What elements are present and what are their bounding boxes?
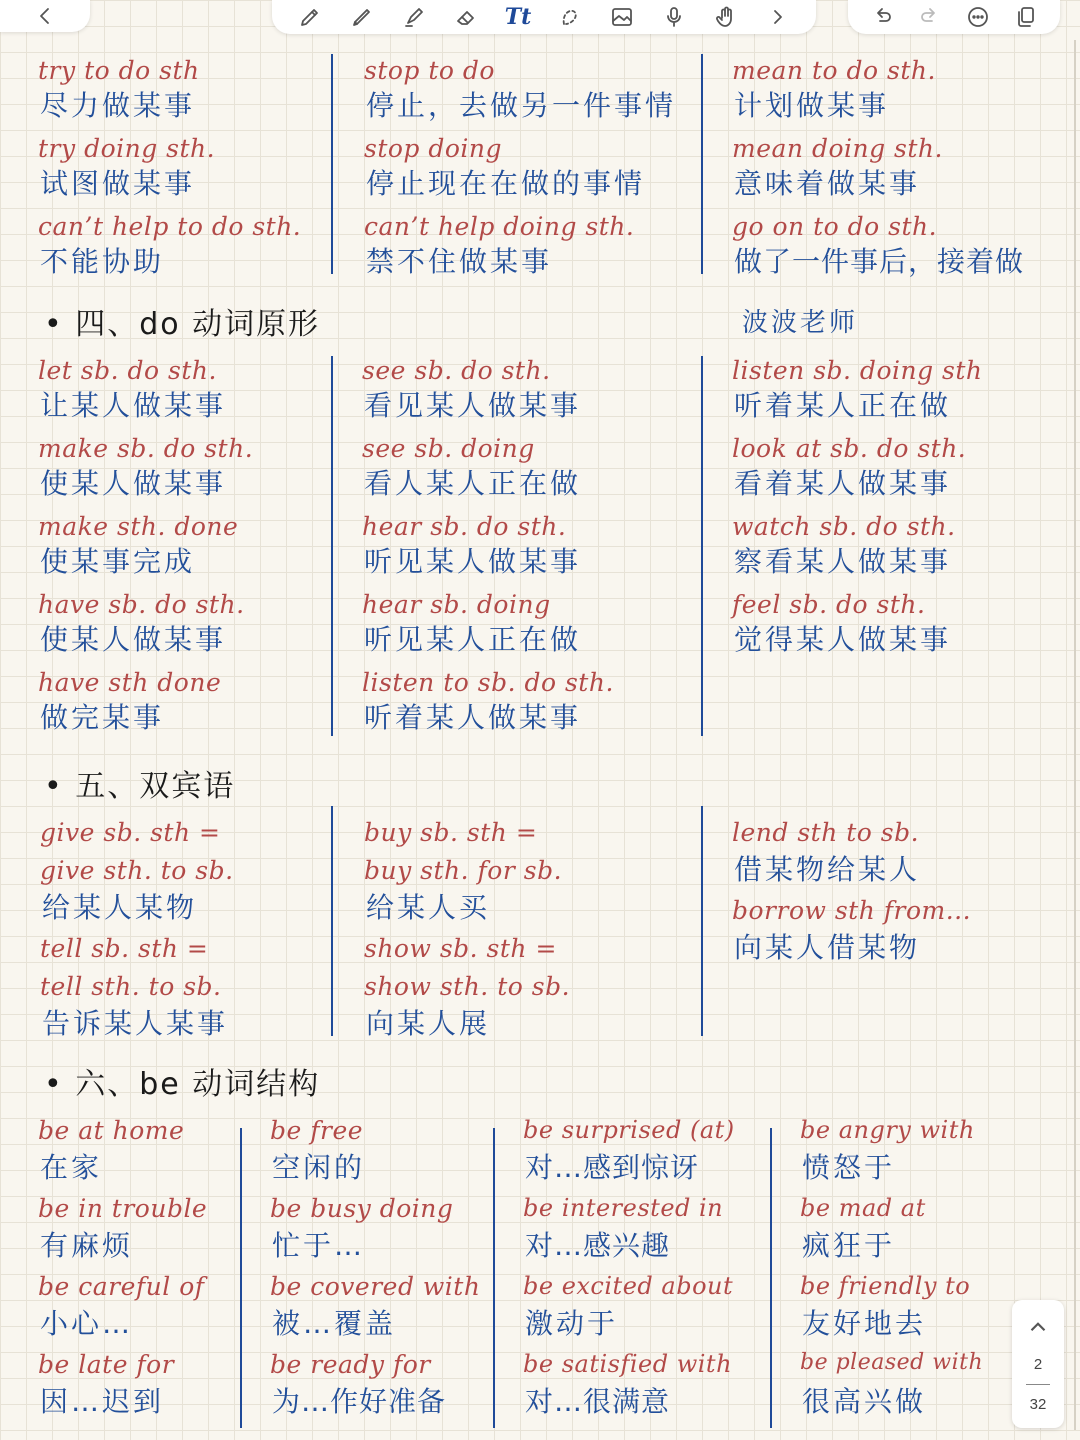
- meaning: 停止现在在做的事情: [366, 167, 646, 200]
- phrase: see sb. doing: [362, 434, 535, 463]
- phrase: be covered with: [270, 1272, 481, 1301]
- pencil-icon[interactable]: [348, 3, 376, 31]
- section-heading: • 六、be 动词结构: [44, 1067, 321, 1102]
- meaning: 让某人做某事: [40, 389, 227, 422]
- meaning: 做了一件事后，接着做: [734, 245, 1025, 278]
- phrase: stop doing: [364, 134, 503, 163]
- column-divider: [331, 356, 333, 736]
- phrase: have sth done: [38, 668, 222, 697]
- hand-icon[interactable]: [712, 3, 740, 31]
- meaning: 看人某人正在做: [364, 467, 582, 500]
- phrase: mean doing sth.: [732, 134, 943, 163]
- phrase: try doing sth.: [38, 134, 216, 163]
- column-divider: [493, 1128, 495, 1428]
- meaning: 忙于…: [272, 1229, 366, 1262]
- document-actions: [848, 0, 1060, 34]
- column-divider: [701, 356, 703, 736]
- phrase: be in trouble: [38, 1194, 208, 1223]
- meaning: 因…迟到: [40, 1385, 165, 1418]
- back-button[interactable]: [0, 0, 90, 32]
- meaning: 看着某人做某事: [734, 467, 952, 500]
- meaning: 愤怒于: [802, 1151, 896, 1184]
- phrase: can’t help doing sth.: [364, 212, 635, 241]
- phrase: buy sth. for sb.: [364, 856, 563, 885]
- phrase: show sb. sth =: [364, 934, 557, 963]
- phrase: be careful of: [38, 1272, 205, 1301]
- phrase: be free: [270, 1116, 364, 1145]
- page-navigator: [1012, 1300, 1064, 1428]
- phrase: mean to do sth.: [732, 56, 936, 85]
- meaning: 使某事完成: [40, 545, 196, 578]
- meaning: 被…覆盖: [272, 1307, 397, 1340]
- meaning: 给某人买: [366, 891, 491, 924]
- phrase: try to do sth: [38, 56, 200, 85]
- meaning: 禁不住做某事: [366, 245, 553, 278]
- meaning: 小心…: [40, 1307, 134, 1340]
- text-tool-icon[interactable]: Tt: [504, 4, 532, 30]
- phrase: be mad at: [800, 1194, 926, 1222]
- meaning: 给某人某物: [42, 891, 198, 924]
- meaning: 停止，去做另一件事情: [366, 89, 677, 122]
- meaning: 友好地去: [802, 1307, 927, 1340]
- microphone-icon[interactable]: [660, 3, 688, 31]
- meaning: 听见某人做某事: [364, 545, 582, 578]
- phrase: make sth. done: [38, 512, 239, 541]
- current-page: 2: [1033, 1356, 1043, 1373]
- meaning: 使某人做某事: [40, 467, 227, 500]
- phrase: be excited about: [523, 1272, 734, 1300]
- phrase: be friendly to: [800, 1272, 971, 1300]
- back-arrow-icon: [31, 2, 59, 30]
- phrase: be interested in: [523, 1194, 724, 1222]
- phrase: give sb. sth =: [40, 818, 221, 847]
- meaning: 听见某人正在做: [364, 623, 582, 656]
- phrase: tell sb. sth =: [40, 934, 209, 963]
- phrase: hear sb. do sth.: [362, 512, 567, 541]
- column-divider: [331, 54, 333, 274]
- redo-icon[interactable]: [916, 3, 944, 31]
- total-pages: 32: [1029, 1396, 1047, 1413]
- phrase: see sb. do sth.: [362, 356, 551, 385]
- phrase: borrow sth from...: [732, 896, 972, 925]
- phrase: hear sb. doing: [362, 590, 551, 619]
- meaning: 有麻烦: [40, 1229, 134, 1262]
- lasso-icon[interactable]: [556, 3, 584, 31]
- pages-icon[interactable]: [1012, 3, 1040, 31]
- highlighter-icon[interactable]: [400, 3, 428, 31]
- meaning: 对…感到惊讶: [525, 1151, 700, 1184]
- phrase: be ready for: [270, 1350, 431, 1379]
- meaning: 看见某人做某事: [364, 389, 582, 422]
- section-heading: • 四、do 动词原形: [44, 307, 321, 342]
- column-divider: [770, 1128, 772, 1428]
- phrase: make sb. do sth.: [38, 434, 254, 463]
- meaning: 对…感兴趣: [525, 1229, 671, 1262]
- phrase: lend sth to sb.: [732, 818, 920, 847]
- chevron-up-icon[interactable]: [1025, 1314, 1051, 1340]
- meaning: 很高兴做: [802, 1385, 927, 1418]
- phrase: be angry with: [800, 1116, 975, 1144]
- phrase: give sth. to sb.: [40, 856, 234, 885]
- meaning: 激动于: [525, 1307, 619, 1340]
- phrase: tell sth. to sb.: [40, 972, 222, 1001]
- phrase: have sb. do sth.: [38, 590, 245, 619]
- meaning: 计划做某事: [734, 89, 890, 122]
- meaning: 做完某事: [40, 701, 165, 734]
- phrase: feel sb. do sth.: [732, 590, 926, 619]
- phrase: be pleased with: [800, 1350, 984, 1375]
- more-icon[interactable]: [964, 3, 992, 31]
- meaning: 空闲的: [272, 1151, 366, 1184]
- meaning: 试图做某事: [40, 167, 196, 200]
- phrase: show sth. to sb.: [364, 972, 571, 1001]
- eraser-icon[interactable]: [452, 3, 480, 31]
- meaning: 向某人展: [366, 1007, 491, 1040]
- phrase: can’t help to do sth.: [38, 212, 302, 241]
- phrase: listen sb. doing sth: [732, 356, 983, 385]
- phrase: go on to do sth.: [732, 212, 938, 241]
- phrase: look at sb. do sth.: [732, 434, 967, 463]
- meaning: 借某物给某人: [734, 853, 921, 886]
- phrase: be busy doing: [270, 1194, 454, 1223]
- meaning: 听着某人做某事: [364, 701, 582, 734]
- phrase: buy sb. sth =: [364, 818, 538, 847]
- meaning: 为…作好准备: [272, 1385, 447, 1418]
- scrollbar-track[interactable]: [1074, 40, 1076, 1430]
- column-divider: [701, 806, 703, 1036]
- meaning: 不能协助: [40, 245, 165, 278]
- meaning: 察看某人做某事: [734, 545, 952, 578]
- pen-icon[interactable]: [296, 3, 324, 31]
- chevron-right-icon[interactable]: [764, 3, 792, 31]
- phrase: be at home: [38, 1116, 185, 1145]
- author-credit: 波波老师: [742, 308, 859, 338]
- meaning: 疯狂于: [802, 1229, 896, 1262]
- page-divider: [1026, 1384, 1050, 1385]
- phrase: stop to do: [364, 56, 495, 85]
- phrase: let sb. do sth.: [38, 356, 217, 385]
- meaning: 告诉某人某事: [42, 1007, 229, 1040]
- phrase: be satisfied with: [523, 1350, 733, 1378]
- phrase: be late for: [38, 1350, 175, 1379]
- phrase: listen to sb. do sth.: [362, 668, 614, 697]
- undo-icon[interactable]: [868, 3, 896, 31]
- column-divider: [701, 54, 703, 274]
- column-divider: [331, 806, 333, 1036]
- meaning: 使某人做某事: [40, 623, 227, 656]
- meaning: 向某人借某物: [734, 931, 921, 964]
- meaning: 对…很满意: [525, 1385, 671, 1418]
- meaning: 尽力做某事: [40, 89, 196, 122]
- meaning: 在家: [40, 1151, 103, 1184]
- meaning: 听着某人正在做: [734, 389, 952, 422]
- meaning: 意味着做某事: [734, 167, 921, 200]
- image-icon[interactable]: [608, 3, 636, 31]
- meaning: 觉得某人做某事: [734, 623, 952, 656]
- column-divider: [240, 1128, 242, 1428]
- drawing-toolbar: [272, 0, 816, 34]
- phrase: watch sb. do sth.: [732, 512, 956, 541]
- phrase: be surprised (at): [523, 1116, 735, 1144]
- section-heading: • 五、双宾语: [44, 769, 236, 804]
